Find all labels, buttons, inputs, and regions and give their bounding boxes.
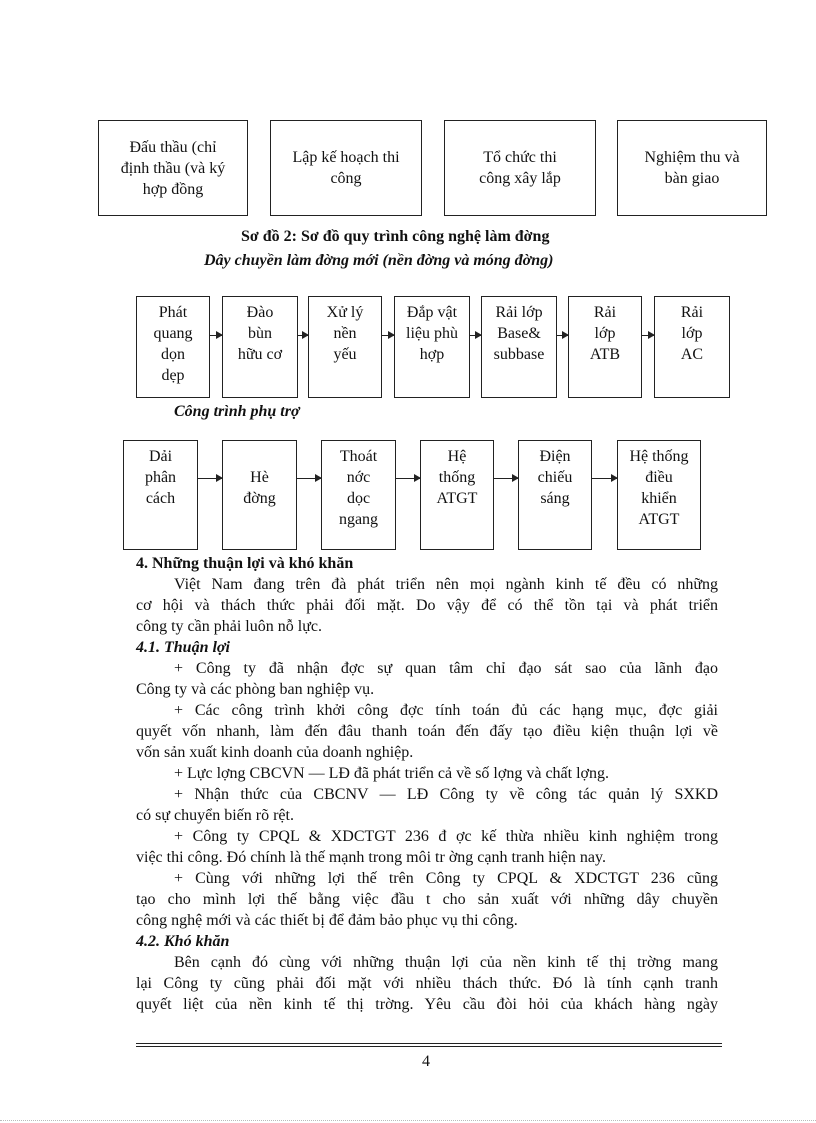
text-line: Công ty và các phòng ban nghiệp vụ. xyxy=(136,681,375,698)
footer-rule xyxy=(136,1046,722,1047)
intro-paragraph xyxy=(136,574,718,637)
advantage-item xyxy=(136,658,718,700)
text-line: có sự chuyển biến rõ rệt. xyxy=(136,807,294,824)
advantage-item xyxy=(136,826,718,868)
chain1-step-2: Đào bùn hữu cơ xyxy=(222,296,298,398)
chain1-step-5: Rải lớp Base& subbase xyxy=(481,296,557,398)
arrow-icon xyxy=(382,335,394,336)
arrow-icon xyxy=(470,335,481,336)
arrow-icon xyxy=(494,478,518,479)
text-line: + Nhận thức của CBCNV — LĐ Công ty về công tác quản lý SXKD xyxy=(174,786,718,803)
section-heading: 4. Những thuận lợi và khó khăn xyxy=(136,555,354,572)
text-line: tạo cho mình lợi thế bằng việc đầu t cho sản xuất với những dây chuyền xyxy=(136,891,718,908)
advantage-item xyxy=(136,700,718,763)
chain2-step-2: Hè đờng xyxy=(222,440,297,550)
chain2-step-6: Hệ thống điều khiển ATGT xyxy=(617,440,701,550)
text-line: + Các công trình khởi công đợc tính toán đủ các hạng mục, đợc giải xyxy=(174,702,718,719)
text-line: Bên cạnh đó cùng với những thuận lợi của nền kinh tế thị trờng mang xyxy=(174,954,718,971)
text-line: công nghệ mới và các thiết bị để đảm bảo phục vụ thi công. xyxy=(136,912,518,929)
text-line: quyết liệt của nền kinh tế thị trờng. Yêu cầu đòi hỏi của khách hàng ngày xyxy=(136,996,718,1013)
chain1-step-4: Đắp vật liệu phù hợp xyxy=(394,296,470,398)
process-box-bidding: Đấu thầu (chỉ định thầu (và ký hợp đồng xyxy=(98,120,248,216)
chain2-step-5: Điện chiếu sáng xyxy=(518,440,592,550)
process-box-planning: Lập kế hoạch thi công xyxy=(270,120,422,216)
text-line: việc thi công. Đó chính là thế mạnh trong môi tr ờng cạnh tranh hiện nay. xyxy=(136,849,606,866)
diagram-title: Sơ đồ 2: Sơ đồ quy trình công nghệ làm đờng xyxy=(241,228,550,245)
arrow-icon xyxy=(396,478,420,479)
chain1-title: Dây chuyền làm đờng mới (nền đờng và móng đờng) xyxy=(204,252,554,269)
chain1-step-1: Phát quang dọn dẹp xyxy=(136,296,210,398)
page-edge xyxy=(0,1120,816,1121)
text-line: cơ hội và thách thức phải đối mặt. Do vậy để có thể tồn tại và phát triển xyxy=(136,597,718,614)
text-line: + Công ty đã nhận đợc sự quan tâm chỉ đạo sát sao của lãnh đạo xyxy=(174,660,718,677)
advantage-item xyxy=(136,763,718,784)
process-box-acceptance: Nghiệm thu và bàn giao xyxy=(617,120,767,216)
arrow-icon xyxy=(592,478,617,479)
process-box-construction: Tổ chức thi công xây lắp xyxy=(444,120,596,216)
text-line: công ty cần phải luôn nỗ lực. xyxy=(136,618,322,635)
arrow-icon xyxy=(557,335,568,336)
text-line: lại Công ty cũng phải đối mặt với nhiều thách thức. Đó là tính cạnh tranh xyxy=(136,975,718,992)
chain2-step-3: Thoát nớc dọc ngang xyxy=(321,440,396,550)
chain1-step-6: Rải lớp ATB xyxy=(568,296,642,398)
chain2-title: Công trình phụ trợ xyxy=(174,403,300,420)
text-line: + Cùng với những lợi thế trên Công ty CPQL & XDCTGT 236 cũng xyxy=(174,870,718,887)
arrow-icon xyxy=(198,478,222,479)
page-number: 4 xyxy=(422,1053,430,1070)
difficulties-paragraph xyxy=(136,952,718,1015)
arrow-icon xyxy=(298,335,308,336)
chain2-step-4: Hệ thống ATGT xyxy=(420,440,494,550)
chain2-step-1: Dải phân cách xyxy=(123,440,198,550)
subheading-advantages: 4.1. Thuận lợi xyxy=(136,639,230,656)
subheading-difficulties: 4.2. Khó khăn xyxy=(136,933,230,950)
arrow-icon xyxy=(642,335,654,336)
chain1-step-3: Xử lý nền yếu xyxy=(308,296,382,398)
text-line: + Lực lợng CBCVN — LĐ đã phát triển cả về số lợng và chất lợng. xyxy=(174,765,609,782)
arrow-icon xyxy=(210,335,222,336)
advantage-item xyxy=(136,784,718,826)
text-line: Việt Nam đang trên đà phát triển nên mọi ngành kinh tế đều có những xyxy=(174,576,718,593)
text-line: quyết vốn nhanh, làm đến đâu thanh toán đến đấy tạo điều kiện thuận lợi về xyxy=(136,723,718,740)
chain1-step-7: Rải lớp AC xyxy=(654,296,730,398)
text-line: + Công ty CPQL & XDCTGT 236 đ ợc kế thừa nhiều kinh nghiệm trong xyxy=(174,828,718,845)
footer-rule xyxy=(136,1043,722,1044)
arrow-icon xyxy=(297,478,321,479)
advantage-item xyxy=(136,868,718,931)
text-line: vốn sản xuất kinh doanh của doanh nghiệp. xyxy=(136,744,414,761)
